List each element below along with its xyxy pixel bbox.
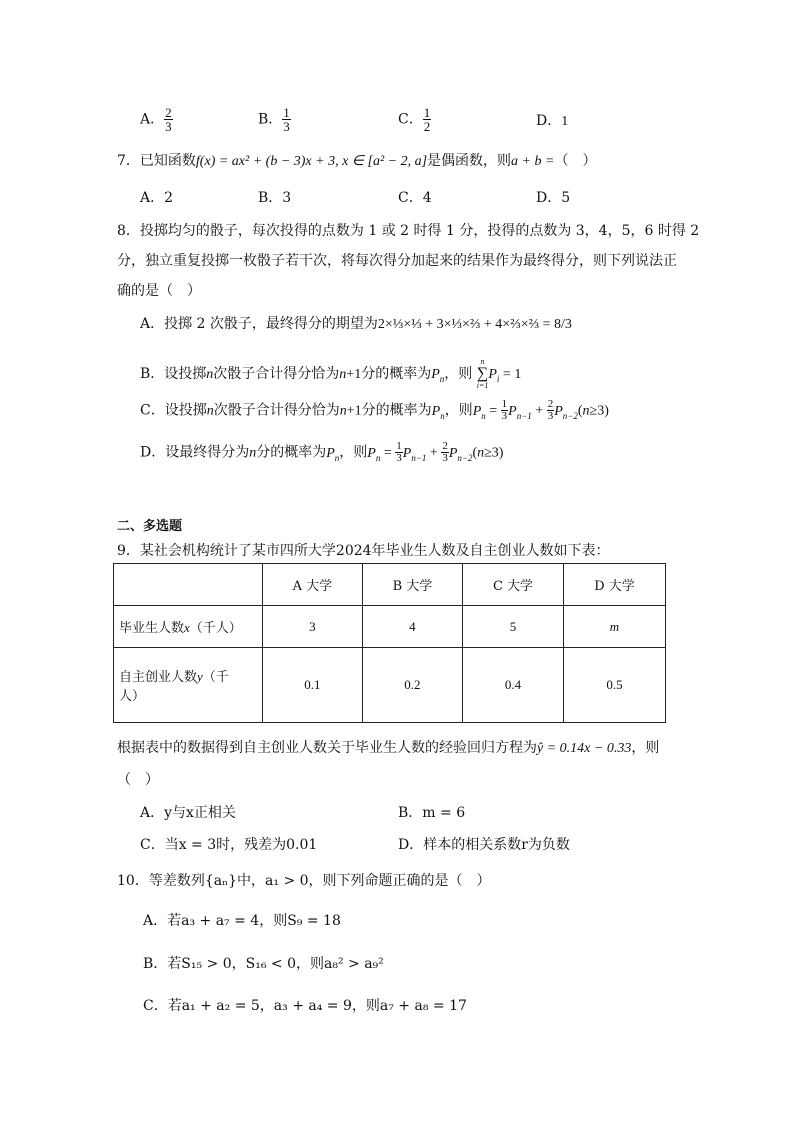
q10-option-c: C．若a₁ + a₂ = 5，a₃ + a₄ = 9，则a₇ + a₈ = 17 [143,998,467,1014]
q8-option-b: B．设投掷n次骰子合计得分恰为n+1分的概率为$P_n$，则 n ∑ i=1 $P_i = 1$ [140,357,522,390]
q9-option-b: B．m = 6 [398,805,466,821]
q8-a-expression: 2×⅓×⅓ + 3×⅓×⅔ + 4×⅔×⅔ = 8/3 [377,317,572,332]
table-row [114,648,666,723]
q8-stem-line3: 确的是（ ） [117,283,201,299]
table-corner-cell [114,564,263,606]
q9-option-d: D．样本的相关系数r为负数 [398,837,570,853]
q10-option-a: A．若a₃ + a₇ = 4，则S₉ = 18 [143,913,341,929]
table-header-a: A 大学 [263,564,363,606]
q8-stem-line1: 8．投掷均匀的骰子，每次投得的点数为 1 或 2 时得 1 分，投得的点数为 3，4，5，6 时得 2 [117,223,700,239]
q6-option-d: D．1 [536,113,569,129]
table-row-label-graduates: 毕业生人数x（千人） [114,606,263,648]
table-header-b: B 大学 [362,564,462,606]
table-cell: 0.5 [564,648,666,723]
table-row-label-entrepreneurs: 自主创业人数y（千 人） [114,648,263,723]
regression-equation: ŷ = 0.14x − 0.33 [537,741,632,756]
q9-data-table [113,563,666,723]
q9-option-c: C．当x = 3时，残差为0.01 [140,837,318,853]
summation-symbol: n ∑ i=1 [476,357,489,390]
q9-option-a: A．y与x正相关 [140,805,236,821]
q6-option-b: B． $\frac{1}{3}$ [258,105,290,134]
table-cell: 0.2 [362,648,462,723]
table-cell: 3 [263,606,363,648]
q10-option-b: B．若S₁₅ > 0，S₁₆ < 0，则a₈² > a₉² [143,956,384,972]
table-cell: 5 [463,606,564,648]
q9-stem: 9．某社会机构统计了某市四所大学2024年毕业生人数及自主创业人数如下表： [117,543,610,559]
q7-option-c: C．4 [398,190,432,206]
q7-stem: 7．已知函数f(x) = ax² + (b − 3)x + 3, x ∈ [a² − 2, a]是偶函数，则a + b =（ ） [117,153,597,169]
table-header-d: D 大学 [564,564,666,606]
q7-option-a: A．2 [140,190,174,206]
q9-paren: （ ） [117,772,159,788]
table-cell: 0.4 [463,648,564,723]
table-header-row [114,564,666,606]
table-cell: 4 [362,606,462,648]
q7-option-b: B．3 [258,190,292,206]
q7-option-d: D．5 [536,190,571,206]
q8-option-d: D．设最终得分为n分的概率为$P_n$，则$P_n$ = $\frac{1}{3}$ $P_{n-1}$ + $\frac{2}{3}$ $P_{n-2}(n\ge 3)$ [140,440,504,464]
q8-option-a: A．投掷 2 次骰子，最终得分的期望为2×⅓×⅓ + 3×⅓×⅔ + 4×⅔×⅔ = 8/3 [140,316,572,332]
q10-stem: 10．等差数列{aₙ}中，a₁ > 0，则下列命题正确的是（ ） [117,873,491,889]
q6-option-a: A． $\frac{2}{3}$ [140,105,172,134]
table-header-c: C 大学 [463,564,564,606]
section-title-multiple-choice: 二、多选题 [117,519,183,534]
table-row [114,606,666,648]
q6-option-c: C． $\frac{1}{2}$ [398,105,431,134]
q7-function: f(x) = ax² + (b − 3)x + 3, x ∈ [a² − 2, a] [195,154,428,169]
q9-regression-line: 根据表中的数据得到自主创业人数关于毕业生人数的经验回归方程为ŷ = 0.14x − 0.33，则 [117,740,660,756]
q8-option-c: C．设投掷n次骰子合计得分恰为n+1分的概率为$P_n$，则$P_n$ = $\frac{1}{3}$ $P_{n-1}$ + $\frac{2}{3}$ $P_{n-2}(n\ge 3)$ [140,398,609,422]
q8-stem-line2: 分，独立重复投掷一枚骰子若干次，将每次得分加起来的结果作为最终得分，则下列说法正 [117,253,677,269]
table-cell: 0.1 [263,648,363,723]
table-cell: m [564,606,666,648]
